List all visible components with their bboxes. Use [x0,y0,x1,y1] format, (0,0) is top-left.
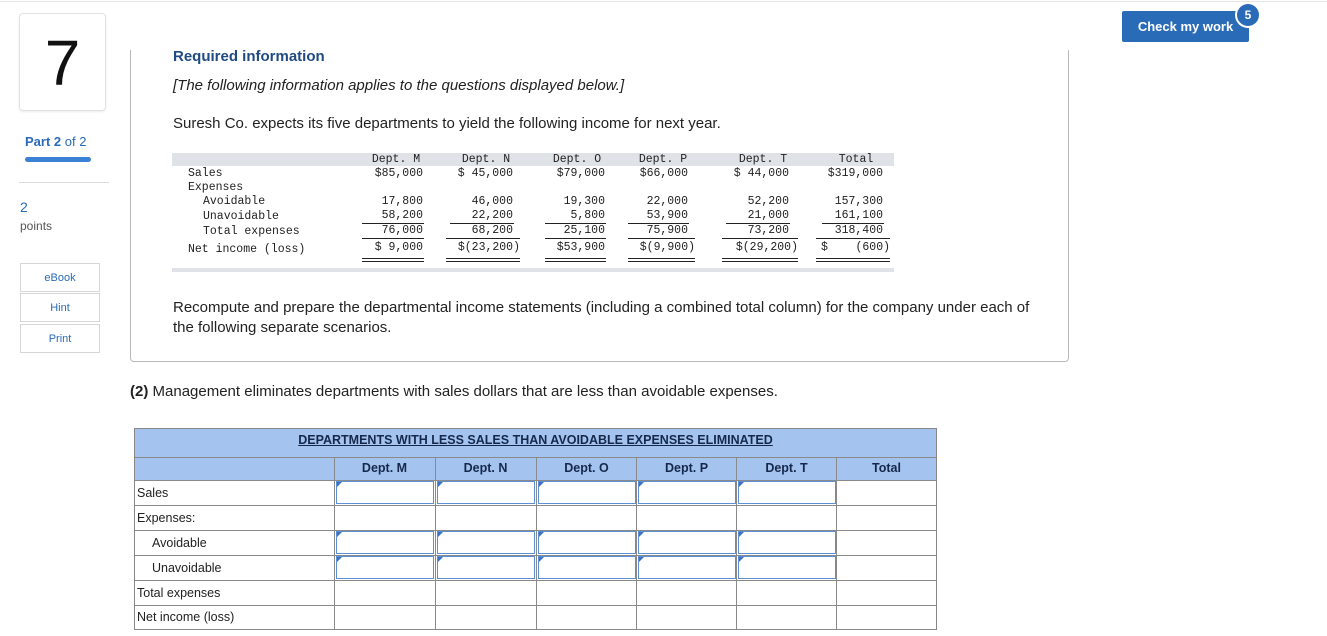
recompute-instructions: Recompute and prepare the departmental income statements (including a combined total column) for the company under each of the following separate scenarios. [173,299,1030,336]
col-divider [736,457,737,629]
unavoidable-n: 22,200 [471,209,513,222]
net-income-t: $(29,200) [735,241,798,254]
underline [446,238,520,239]
avoidable-t: 52,200 [747,195,789,208]
input-sales-dept-n[interactable] [437,481,535,504]
row-label-total-expenses: Total expenses [203,225,300,238]
col-divider [636,457,637,629]
ebook-button[interactable]: eBook [20,263,100,292]
avoidable-n: 46,000 [471,195,513,208]
underline [362,238,424,239]
answer-row-expenses: Expenses: [137,511,196,525]
answer-col-dept-n: Dept. N [463,461,508,475]
avoidable-m: 17,800 [381,195,423,208]
net-income-total: (600) [855,241,890,254]
points-value: 2 [20,199,28,215]
double-underline [628,258,695,259]
part-indicator: Part 2 of 2 [25,134,87,149]
answer-row-total-expenses: Total expenses [137,586,221,600]
input-avoidable-dept-o[interactable] [538,531,636,554]
net-income-p: $(9,900) [639,241,695,254]
answer-col-total: Total [872,461,901,475]
answer-row-avoidable: Avoidable [152,536,207,550]
avoidable-o: 19,300 [563,195,605,208]
sales-t: $ 44,000 [733,167,789,180]
rail-divider [19,182,109,183]
input-unavoidable-dept-t[interactable] [738,556,836,579]
double-underline [545,261,606,262]
underline [545,238,606,239]
input-unavoidable-dept-n[interactable] [437,556,535,579]
answer-table-title: DEPARTMENTS WITH LESS SALES THAN AVOIDABLE EXPENSES ELIMINATED [298,433,773,447]
sales-o: $79,000 [556,167,605,180]
row-label-avoidable: Avoidable [203,195,266,208]
col-divider [536,457,537,629]
net-income-o: $53,900 [556,241,605,254]
col-header-dept-o: Dept. O [552,153,602,166]
sales-p: $66,000 [639,167,688,180]
col-header-dept-p: Dept. P [638,153,688,166]
points-label: points [20,219,53,233]
underline [816,238,890,239]
net-income-m: $ 9,000 [374,241,423,254]
net-income-total-currency: $ [821,241,828,254]
col-divider [435,457,436,629]
avoidable-p: 22,000 [646,195,688,208]
double-underline [816,261,890,262]
attempts-badge: 5 [1237,4,1259,26]
double-underline [446,261,520,262]
data-table-footer-band [172,268,894,272]
answer-col-dept-p: Dept. P [664,461,709,475]
sales-m: $85,000 [374,167,423,180]
answer-col-dept-m: Dept. M [361,461,408,475]
net-income-n: $(23,200) [457,241,520,254]
col-header-dept-m: Dept. M [371,153,421,166]
double-underline [816,258,890,259]
col-header-total: Total [838,153,874,166]
unavoidable-p: 53,900 [646,209,688,222]
sales-total: $319,000 [827,167,883,180]
total-expenses-p: 75,900 [646,224,688,237]
unavoidable-o: 5,800 [570,209,605,222]
col-header-dept-t: Dept. T [738,153,788,166]
double-underline [545,258,606,259]
avoidable-total: 157,300 [834,195,883,208]
input-sales-dept-m[interactable] [336,481,434,504]
print-button[interactable]: Print [20,324,100,353]
double-underline [722,258,798,259]
col-divider [836,457,837,629]
col-header-dept-n: Dept. N [461,153,511,166]
unavoidable-t: 21,000 [747,209,789,222]
answer-row-net-income: Net income (loss) [137,610,235,624]
input-avoidable-dept-t[interactable] [738,531,836,554]
input-sales-dept-p[interactable] [638,481,736,504]
question-number-box [19,13,106,111]
top-divider [0,1,1327,2]
answer-col-dept-o: Dept. O [564,461,609,475]
unavoidable-m: 58,200 [381,209,423,222]
answer-col-dept-t: Dept. T [765,461,808,475]
input-avoidable-dept-p[interactable] [638,531,736,554]
col-divider [334,457,335,629]
answer-row-sales: Sales [137,486,169,500]
double-underline [722,261,798,262]
required-info-title: Required information [173,48,325,65]
intro-text: Suresh Co. expects its five departments to yield the following income for next year. [173,115,721,132]
double-underline [446,258,520,259]
double-underline [362,258,424,259]
double-underline [628,261,695,262]
total-expenses-n: 68,200 [471,224,513,237]
row-label-unavoidable: Unavoidable [203,210,279,223]
part-progress-bar [25,157,91,162]
total-expenses-t: 73,200 [747,224,789,237]
scenario-text: (2) Management eliminates departments with sales dollars that are less than avoidable expenses. [130,383,778,400]
question-number: 7 [44,27,81,99]
check-my-work-button[interactable]: Check my work [1122,11,1249,42]
input-sales-dept-o[interactable] [538,481,636,504]
input-avoidable-dept-m[interactable] [336,531,434,554]
total-expenses-total: 318,400 [834,224,883,237]
total-expenses-m: 76,000 [381,224,423,237]
total-expenses-o: 25,100 [563,224,605,237]
input-unavoidable-dept-m[interactable] [336,556,434,579]
underline [628,238,695,239]
input-sales-dept-t[interactable] [738,481,836,504]
double-underline [362,261,424,262]
input-avoidable-dept-n[interactable] [437,531,535,554]
input-unavoidable-dept-o[interactable] [538,556,636,579]
applies-note: [The following information applies to the questions displayed below.] [173,77,625,94]
row-label-sales: Sales [188,167,223,180]
unavoidable-total: 161,100 [834,209,883,222]
input-unavoidable-dept-p[interactable] [638,556,736,579]
sales-n: $ 45,000 [457,167,513,180]
answer-row-unavoidable: Unavoidable [152,561,222,575]
underline [722,238,798,239]
row-label-expenses: Expenses [188,181,244,194]
row-label-net-income: Net income (loss) [188,243,306,256]
hint-button[interactable]: Hint [20,293,100,322]
